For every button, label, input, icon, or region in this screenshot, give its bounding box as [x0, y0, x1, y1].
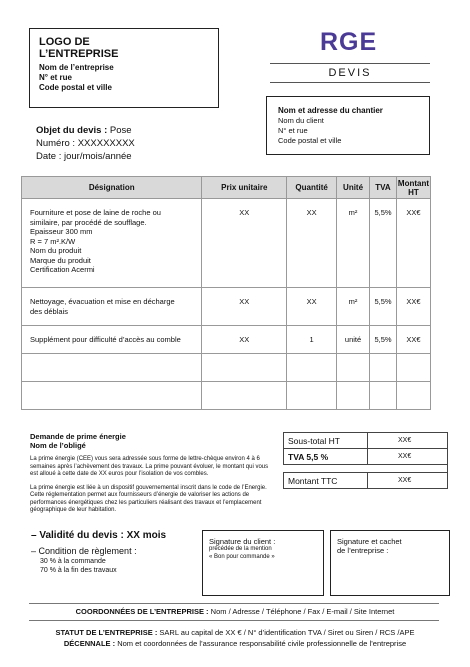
row-qte [287, 382, 337, 410]
table-header-row [22, 177, 431, 199]
row-designation [22, 199, 202, 288]
row-prix: XX [202, 199, 287, 288]
items-table [21, 176, 431, 410]
row-designation [22, 382, 202, 410]
company-logo-box [29, 28, 219, 108]
row-designation [22, 354, 202, 382]
company-postal: Code postal et ville [39, 83, 112, 92]
company-signature-title-2: de l’entreprise : [337, 546, 389, 555]
prime-energie-section [30, 432, 275, 515]
chantier-client: Nom du client [278, 116, 324, 125]
table-row [22, 382, 431, 410]
ttc-value: XX€ [368, 473, 448, 489]
reglement-title: – Condition de règlement : [31, 546, 137, 556]
row-unite [337, 382, 370, 410]
desc-line: Marque du produit [30, 255, 91, 265]
divider [29, 603, 439, 604]
row-montant: XX€ [396, 288, 430, 326]
chantier-postal: Code postal et ville [278, 136, 342, 145]
desc-line: R = 7 m².K/W [30, 236, 76, 246]
reglement-line-2: 70 % à la fin des travaux [40, 567, 117, 574]
divider [270, 82, 430, 83]
row-prix: XX [202, 326, 287, 354]
date-label: Date : [36, 151, 62, 162]
footer-coordonnees [0, 607, 470, 616]
quote-meta [36, 124, 135, 163]
total-row [284, 449, 448, 465]
row-qte: XX [287, 288, 337, 326]
row-prix [202, 382, 287, 410]
company-street: N° et rue [39, 73, 72, 82]
objet-label: Objet du devis : [36, 125, 108, 136]
row-montant [396, 382, 430, 410]
desc-line: Nom du produit [30, 246, 82, 255]
objet-value: Pose [109, 125, 132, 136]
rge-logo: RGE [320, 28, 378, 56]
statut-label: STATUT DE L’ENTREPRISE : [55, 628, 158, 637]
client-signature-sub-1: précédée de la mention [209, 546, 272, 552]
header-montant-ht: Montant HT [397, 178, 430, 197]
prime-paragraph-1: La prime énergie (CEE) vous sera adressée sous forme de lettre-chèque environ 4 à 6 semaines après l’achèvement des travaux. La prime pouvant évoluer, le montant qui vous est alloué à cette date de XX euros pour l’isolation de vos combles. [30, 456, 269, 477]
row-montant [396, 354, 430, 382]
row-tva: 5,5% [370, 288, 397, 326]
chantier-address-box [266, 96, 430, 155]
totals-table [283, 432, 448, 489]
header-designation: Désignation [22, 177, 202, 199]
client-signature-title: Signature du client : [209, 537, 276, 546]
coordonnees-label: COORDONNÉES DE L’ENTREPRISE : [75, 607, 209, 616]
table-row [22, 354, 431, 382]
numero-label: Numéro : [36, 138, 76, 149]
row-tva: 5,5% [370, 199, 397, 288]
header-tva: TVA [370, 177, 397, 199]
ttc-label: Montant TTC [284, 473, 368, 489]
table-row [22, 326, 431, 354]
row-tva [370, 382, 397, 410]
total-row [284, 473, 448, 489]
table-row [22, 288, 431, 326]
validite: – Validité du devis : XX mois [31, 530, 167, 541]
decennale-label: DÉCENNALE : [63, 639, 116, 648]
header-unite: Unité [337, 177, 370, 199]
desc-line: Fourniture et pose de laine de roche ou [30, 208, 161, 217]
row-qte: XX [287, 199, 337, 288]
row-montant: XX€ [396, 199, 430, 288]
row-prix [202, 354, 287, 382]
row-tva: 5,5% [370, 326, 397, 354]
desc-line: Nettoyage, évacuation et mise en décharge [30, 297, 175, 306]
total-spacer [284, 465, 448, 473]
chantier-street: N° et rue [278, 126, 308, 135]
client-signature-sub-2: « Bon pour commande » [209, 553, 275, 560]
prime-paragraph-2: La prime énergie est liée à un dispositif gouvernemental inscrit dans le code de l’Energie. Cette réglementation permet aux fournisseurs d’énergie de valoriser les actions de performances énergétiques chez les particuliers réalisant des travaux et l’emplacement géographique de leur habitation. [30, 484, 267, 513]
divider [29, 620, 439, 621]
desc-line: Supplément pour difficulté d’accès au comble [30, 335, 181, 344]
logo-line-1: LOGO DE [39, 36, 90, 48]
row-prix: XX [202, 288, 287, 326]
desc-line: Certification Acermi [30, 265, 95, 274]
desc-line: Epaisseur 300 mm [30, 227, 93, 236]
footer-legal [0, 627, 470, 649]
logo-line-2: L’ENTREPRISE [39, 48, 119, 60]
row-designation [22, 288, 202, 326]
sous-total-label: Sous-total HT [284, 433, 368, 449]
document-type: DEVIS [328, 67, 372, 79]
desc-line: similaire, par procédé de soufflage. [30, 217, 147, 227]
coordonnees-value: Nom / Adresse / Téléphone / Fax / E-mail / Site Internet [210, 607, 395, 616]
divider [270, 63, 430, 64]
prime-subtitle: Nom de l’obligé [30, 441, 86, 450]
numero-value: XXXXXXXXX [77, 138, 135, 149]
table-row [22, 199, 431, 288]
statut-value: SARL au capital de XX € / N° d’identification TVA / Siret ou Siren / RCS /APE [159, 628, 415, 637]
header-prix-unitaire: Prix unitaire [202, 177, 287, 199]
decennale-value: Nom et coordonnées de l’assurance responsabilité civile professionnelle de l’entreprise [117, 639, 407, 648]
desc-line: des déblais [30, 306, 68, 316]
tva-label: TVA 5,5 % [284, 449, 368, 465]
row-montant: XX€ [396, 326, 430, 354]
reglement-line-1: 30 % à la commande [40, 558, 106, 565]
row-unite: m² [337, 288, 370, 326]
sous-total-value: XX€ [368, 433, 448, 449]
prime-title: Demande de prime énergie [30, 432, 126, 441]
row-unite: m² [337, 199, 370, 288]
company-name: Nom de l’entreprise [39, 63, 114, 72]
row-unite [337, 354, 370, 382]
row-unite: unité [337, 326, 370, 354]
row-designation [22, 326, 202, 354]
company-signature-box[interactable] [330, 530, 450, 596]
tva-value: XX€ [368, 449, 448, 465]
date-value: jour/mois/année [64, 151, 132, 162]
total-row [284, 433, 448, 449]
row-qte: 1 [287, 326, 337, 354]
header-quantite: Quantité [287, 177, 337, 199]
row-qte [287, 354, 337, 382]
chantier-title: Nom et adresse du chantier [278, 106, 383, 115]
client-signature-box[interactable] [202, 530, 324, 596]
row-tva [370, 354, 397, 382]
company-signature-title-1: Signature et cachet [337, 537, 402, 546]
